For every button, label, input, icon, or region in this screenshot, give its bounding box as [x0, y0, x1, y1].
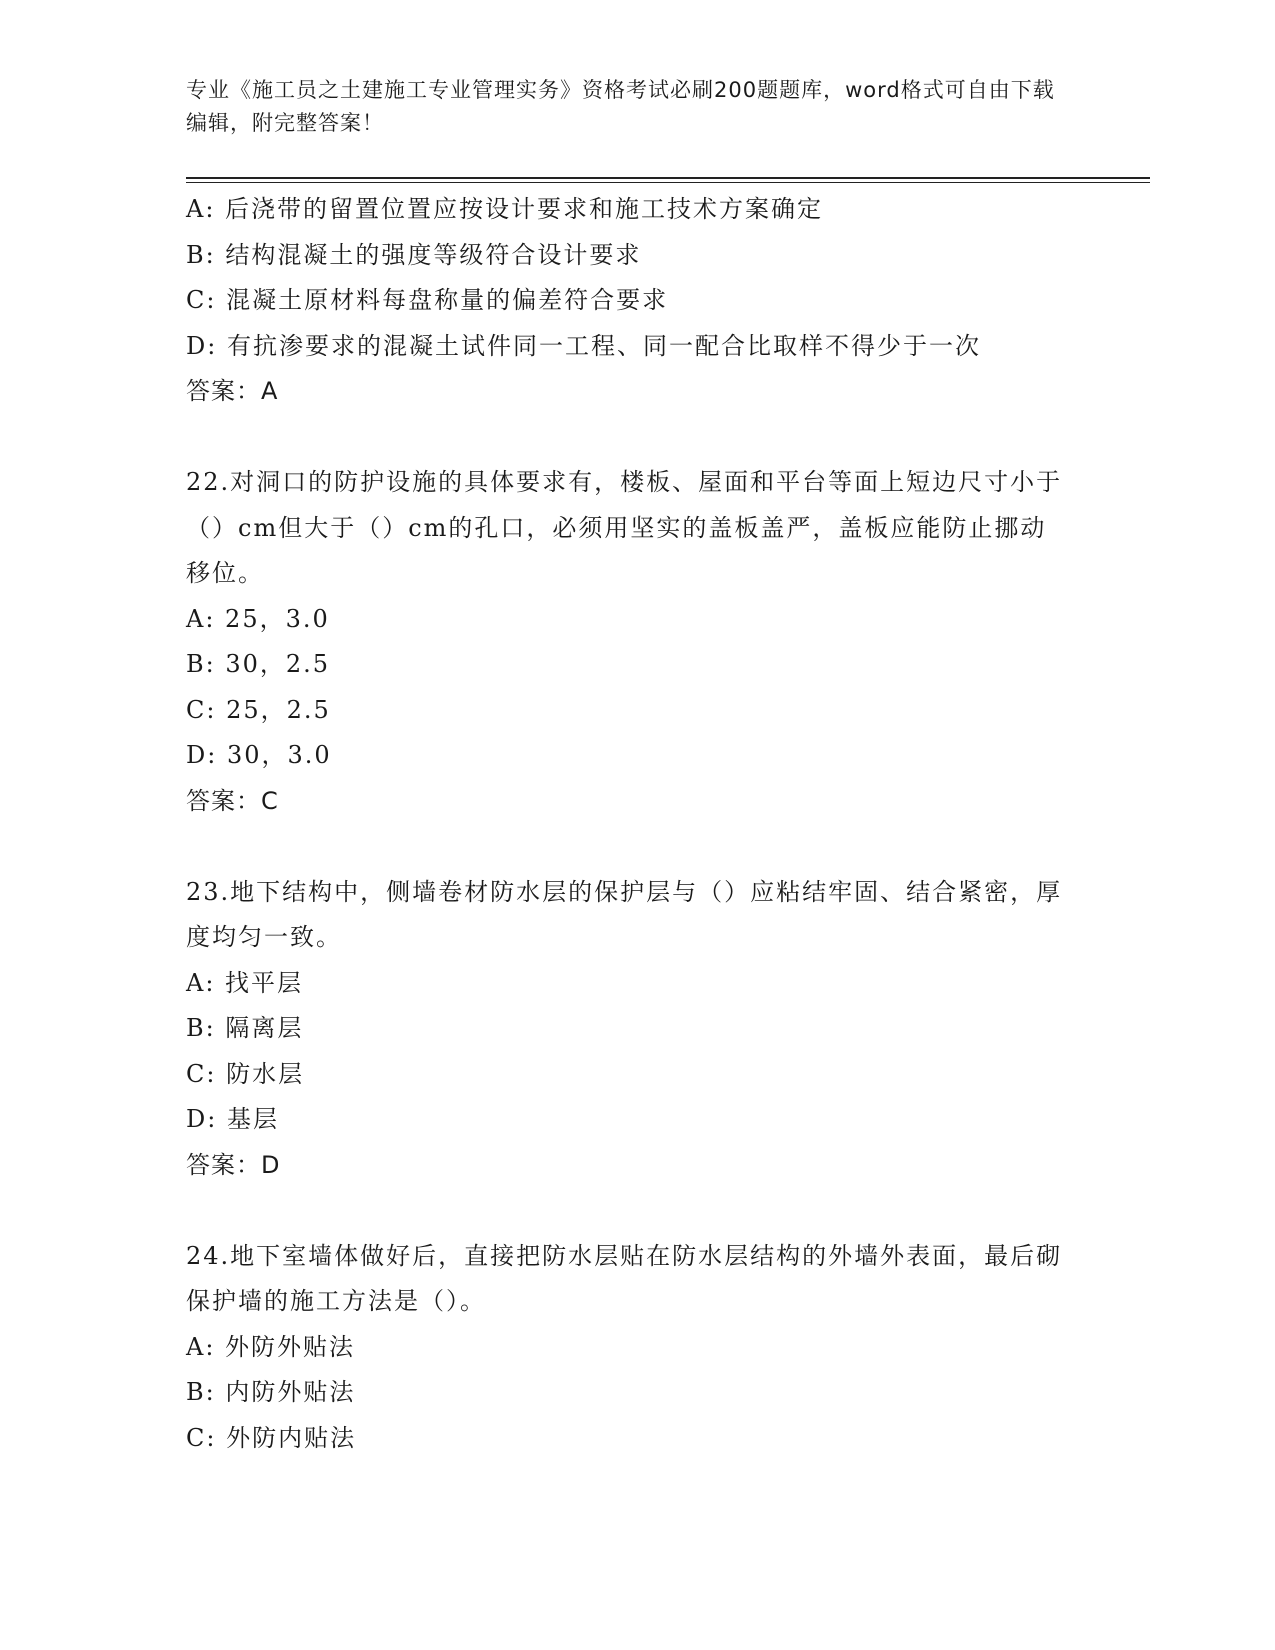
option-a: A: 25，3.0 — [186, 604, 330, 633]
option-d: D: 30，3.0 — [186, 741, 332, 769]
question-block-24 — [186, 1234, 1066, 1462]
question-list — [186, 187, 1066, 1461]
question-block-22 — [186, 460, 1066, 824]
spacer — [186, 824, 1066, 870]
option-c: C: 混凝土原材料每盘称量的偏差符合要求 — [186, 286, 669, 314]
spacer — [186, 415, 1066, 461]
answer-line: 答案：D — [186, 1150, 281, 1179]
option-d: D: 基层 — [186, 1105, 279, 1133]
option-a: A: 后浇带的留置位置应按设计要求和施工技术方案确定 — [186, 195, 824, 223]
document-header — [186, 74, 1066, 140]
answer-line: 答案：C — [186, 786, 279, 815]
option-c: C: 25，2.5 — [186, 695, 331, 724]
option-b: B: 内防外贴法 — [186, 1378, 356, 1406]
question-text: 24.地下室墙体做好后，直接把防水层贴在防水层结构的外墙外表面，最后砌保护墙的施工方法是（）。 — [186, 1241, 1063, 1315]
header-divider-thin — [186, 182, 1150, 183]
option-b: B: 隔离层 — [186, 1014, 304, 1042]
option-c: C: 防水层 — [186, 1059, 305, 1088]
spacer — [186, 1188, 1066, 1234]
option-a: A: 外防外贴法 — [186, 1332, 356, 1361]
option-b: B: 结构混凝土的强度等级符合设计要求 — [186, 240, 642, 269]
question-text: 22.对洞口的防护设施的具体要求有，楼板、屋面和平台等面上短边尺寸小于（）cm但大于（）cm的孔口，必须用坚实的盖板盖严，盖板应能防止挪动移位。 — [186, 468, 1063, 587]
option-c: C: 外防内贴法 — [186, 1423, 357, 1452]
question-text: 23.地下结构中，侧墙卷材防水层的保护层与（）应粘结牢固、结合紧密，厚度均匀一致。 — [186, 877, 1063, 951]
header-divider-thick — [186, 177, 1150, 179]
option-a: A: 找平层 — [186, 968, 304, 997]
question-block-prev — [186, 187, 1066, 415]
header-title: 专业《施工员之土建施工专业管理实务》资格考试必刷200题题库，word格式可自由下载编辑，附完整答案！ — [186, 78, 1055, 135]
answer-line: 答案：A — [186, 377, 279, 405]
question-block-23 — [186, 870, 1066, 1189]
option-b: B: 30，2.5 — [186, 650, 331, 678]
option-d: D: 有抗渗要求的混凝土试件同一工程、同一配合比取样不得少于一次 — [186, 331, 981, 360]
